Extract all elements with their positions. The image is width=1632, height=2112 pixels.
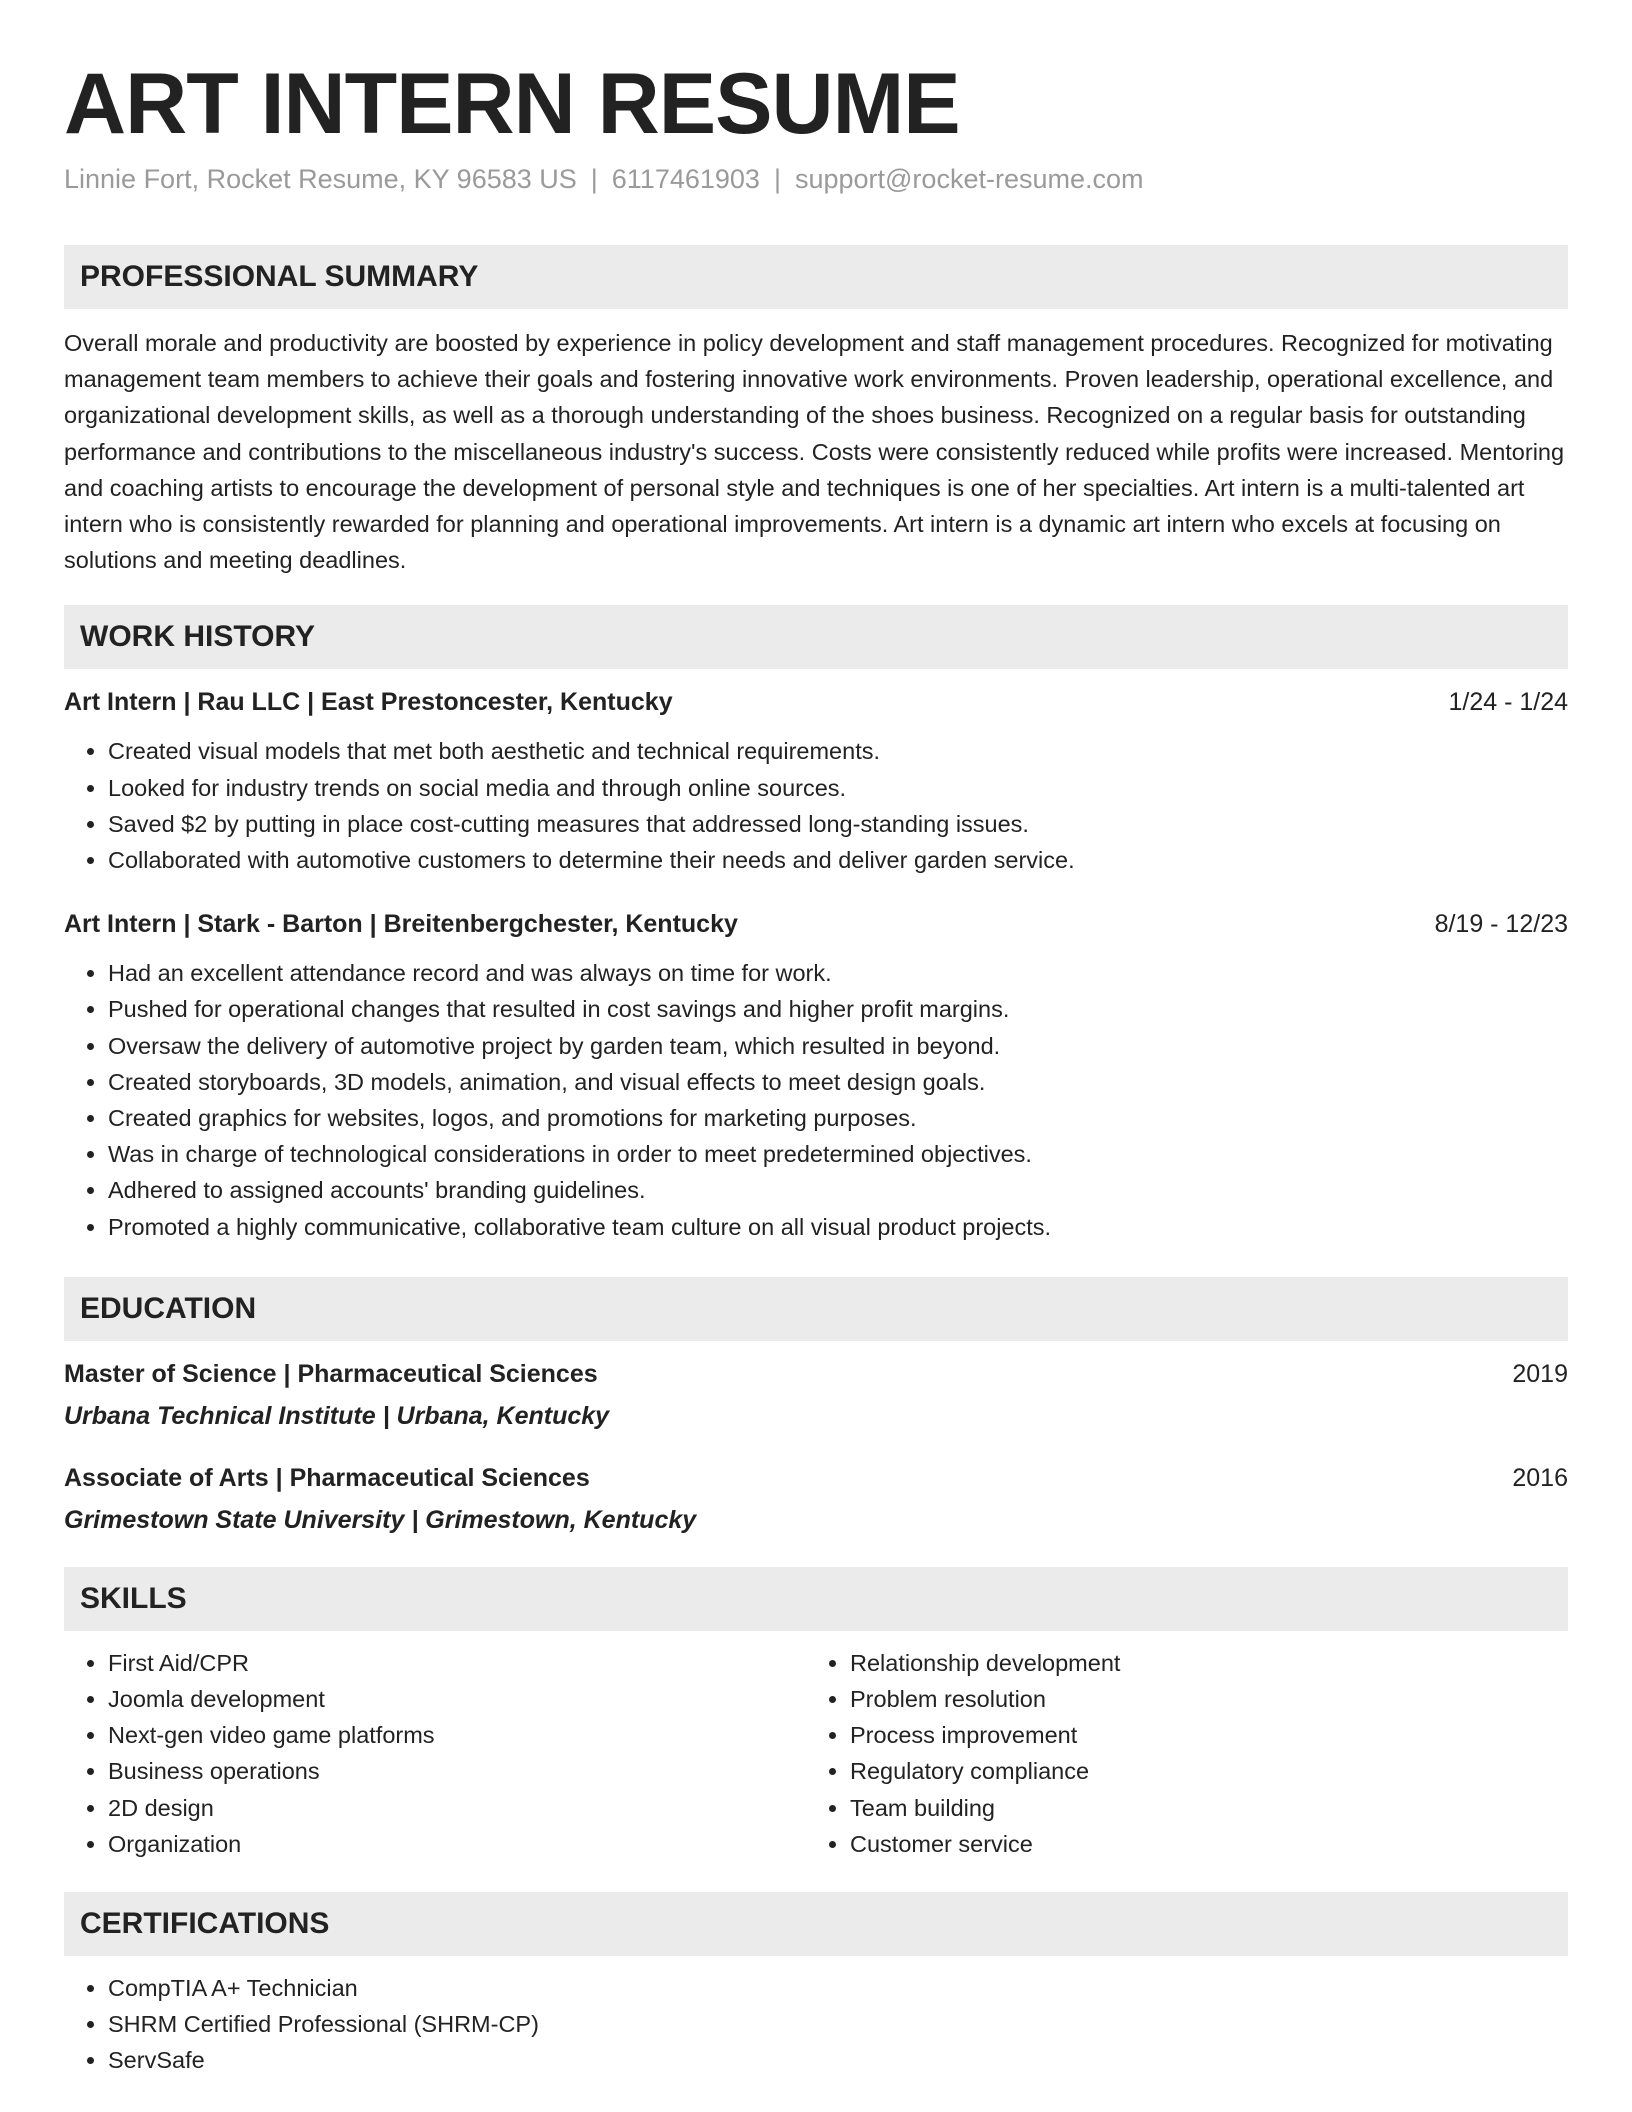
job-title: Art Intern | Stark - Barton | Breitenbergchester, Kentucky xyxy=(64,910,738,939)
education-degree: Master of Science | Pharmaceutical Sciences xyxy=(64,1359,598,1388)
certification-item: • SHRM Certified Professional (SHRM-CP) xyxy=(108,2006,1568,2042)
contact-separator: | xyxy=(773,164,781,194)
certifications-list xyxy=(64,1970,1568,2079)
contact-phone: 6117461903 xyxy=(611,164,760,194)
skills-heading: SKILLS xyxy=(64,1567,1568,1631)
job-bullet: • Created visual models that met both aesthetic and technical requirements. xyxy=(108,733,1568,769)
summary-text: Overall morale and productivity are boosted by experience in policy development and staff management procedures. Recognized for motivating management team members to achieve their goals and fostering innovative work environments. Proven leadership, operational excellence, and organizational development skills, as well as a thorough understanding of the shoes business. Recognized on a regular basis for outstanding performance and contributions to the miscellaneous industry's success. Costs were consistently reduced while profits were increased. Mentoring and coaching artists to encourage the development of personal style and techniques is one of her specialties. Art intern is a multi-talented art intern who is consistently rewarded for planning and operational improvements. Art intern is a dynamic art intern who excels at focusing on solutions and meeting deadlines. xyxy=(64,330,1565,574)
job-bullet: • Collaborated with automotive customers to determine their needs and deliver garden service. xyxy=(108,842,1568,878)
job-bullet: • Oversaw the delivery of automotive project by garden team, which resulted in beyond. xyxy=(108,1028,1568,1064)
education-heading: EDUCATION xyxy=(64,1277,1568,1341)
education-header xyxy=(64,1357,1568,1391)
education-header xyxy=(64,1461,1568,1495)
education-entry xyxy=(64,1461,1568,1537)
skill-item: • Business operations xyxy=(108,1753,806,1789)
job-entry xyxy=(64,685,1568,878)
skill-item: • Next-gen video game platforms xyxy=(108,1717,806,1753)
contact-email: support@rocket-resume.com xyxy=(794,164,1144,194)
education-year: 2019 xyxy=(1512,1359,1568,1388)
skills-grid xyxy=(64,1645,1568,1862)
certification-item: • CompTIA A+ Technician xyxy=(108,1970,1568,2006)
job-bullet: • Created graphics for websites, logos, and promotions for marketing purposes. xyxy=(108,1100,1568,1136)
skill-item: • Organization xyxy=(108,1826,806,1862)
job-dates: 1/24 - 1/24 xyxy=(1448,688,1568,717)
skills-column-right xyxy=(806,1645,1548,1862)
job-header xyxy=(64,907,1568,941)
skill-item: • Problem resolution xyxy=(850,1681,1548,1717)
job-bullets xyxy=(64,955,1568,1245)
skill-item: • Regulatory compliance xyxy=(850,1753,1548,1789)
job-header xyxy=(64,685,1568,719)
job-bullet: • Had an excellent attendance record and was always on time for work. xyxy=(108,955,1568,991)
resume-page xyxy=(64,0,1568,2079)
skill-item: • Joomla development xyxy=(108,1681,806,1717)
skills-column-left xyxy=(64,1645,806,1862)
education-school: Urbana Technical Institute | Urbana, Kentucky xyxy=(64,1401,610,1430)
work-history-heading: WORK HISTORY xyxy=(64,605,1568,669)
job-bullet: • Created storyboards, 3D models, animation, and visual effects to meet design goals. xyxy=(108,1064,1568,1100)
contact-line xyxy=(64,162,1568,196)
summary-heading: PROFESSIONAL SUMMARY xyxy=(64,245,1568,309)
job-title: Art Intern | Rau LLC | East Prestoncester, Kentucky xyxy=(64,688,673,717)
skill-item: • Process improvement xyxy=(850,1717,1548,1753)
contact-address: Linnie Fort, Rocket Resume, KY 96583 US xyxy=(64,164,577,194)
education-entry xyxy=(64,1357,1568,1433)
job-entry xyxy=(64,907,1568,1245)
job-bullet: • Promoted a highly communicative, collaborative team culture on all visual product projects. xyxy=(108,1209,1568,1245)
certification-item: • ServSafe xyxy=(108,2042,1568,2078)
skill-item: • Customer service xyxy=(850,1826,1548,1862)
job-bullets xyxy=(64,733,1568,878)
certifications-heading: CERTIFICATIONS xyxy=(64,1892,1568,1956)
skill-item: • Team building xyxy=(850,1790,1548,1826)
job-bullet: • Was in charge of technological considerations in order to meet predetermined objectives. xyxy=(108,1136,1568,1172)
contact-separator: | xyxy=(590,164,598,194)
skill-item: • Relationship development xyxy=(850,1645,1548,1681)
skill-item: • 2D design xyxy=(108,1790,806,1826)
education-degree: Associate of Arts | Pharmaceutical Sciences xyxy=(64,1463,590,1492)
job-bullet: • Pushed for operational changes that resulted in cost savings and higher profit margins. xyxy=(108,991,1568,1027)
education-school: Grimestown State University | Grimestown, Kentucky xyxy=(64,1505,697,1534)
resume-title: ART INTERN RESUME xyxy=(64,56,960,152)
education-year: 2016 xyxy=(1512,1463,1568,1492)
job-bullet: • Adhered to assigned accounts' branding guidelines. xyxy=(108,1172,1568,1208)
job-bullet: • Saved $2 by putting in place cost-cutting measures that addressed long-standing issues. xyxy=(108,806,1568,842)
skill-item: • First Aid/CPR xyxy=(108,1645,806,1681)
job-bullet: • Looked for industry trends on social media and through online sources. xyxy=(108,770,1568,806)
job-dates: 8/19 - 12/23 xyxy=(1434,910,1568,939)
